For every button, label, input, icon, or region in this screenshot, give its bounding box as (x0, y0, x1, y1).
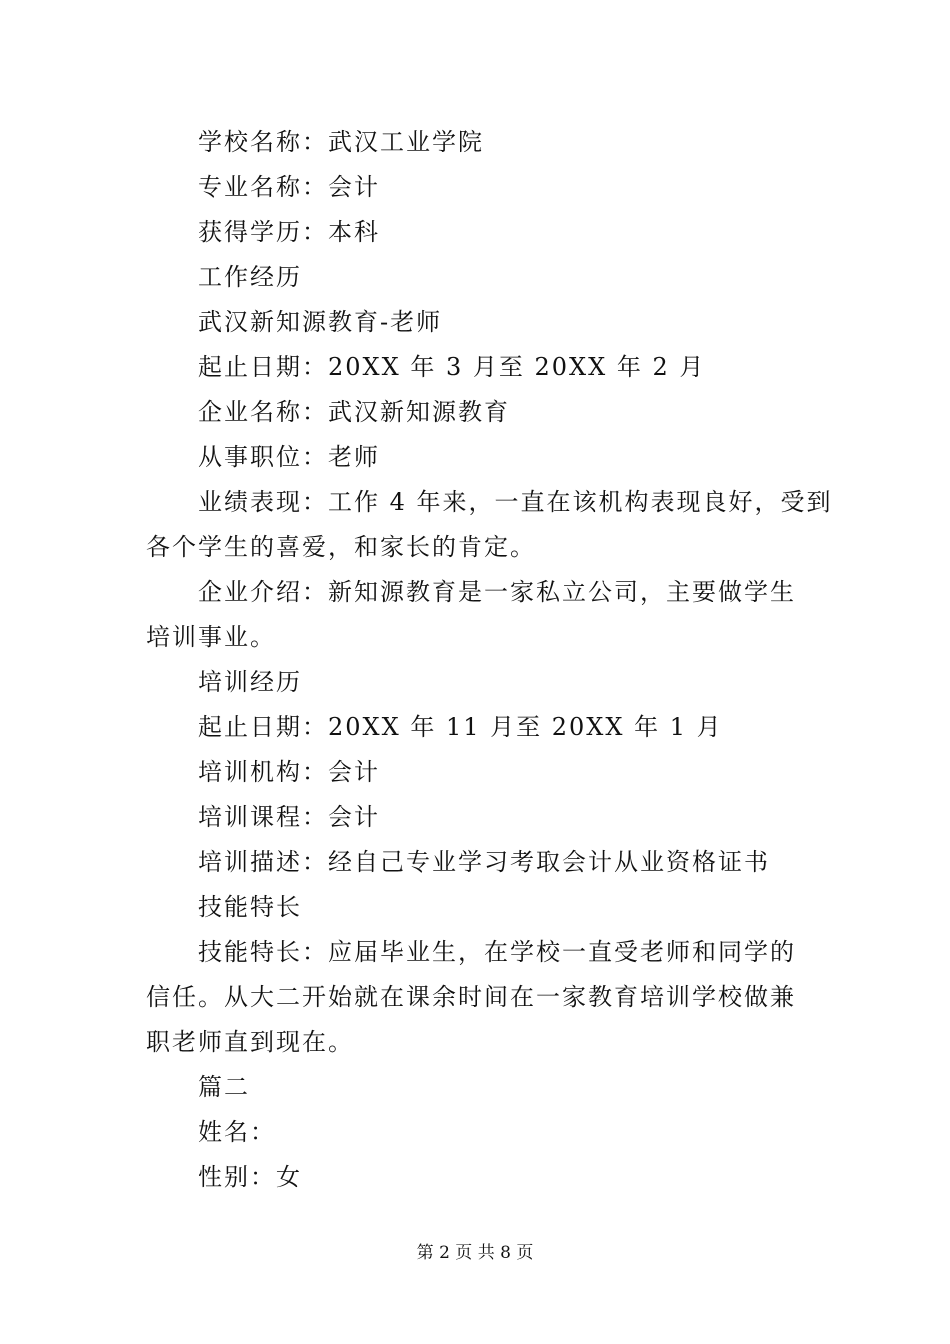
line-company-name: 企业名称：武汉新知源教育 (198, 398, 510, 426)
line-performance-cont: 各个学生的喜爱，和家长的肯定。 (146, 533, 536, 561)
page-footer: 第 2 页 共 8 页 (416, 1243, 534, 1263)
line-degree: 获得学历：本科 (198, 218, 380, 246)
line-major: 专业名称：会计 (198, 173, 380, 201)
line-gender: 性别：女 (198, 1163, 302, 1191)
line-training-org: 培训机构：会计 (198, 758, 380, 786)
line-skills-cont-1: 信任。从大二开始就在课余时间在一家教育培训学校做兼 (146, 983, 796, 1011)
line-job-title: 武汉新知源教育-老师 (198, 308, 443, 336)
line-training-desc: 培训描述：经自己专业学习考取会计从业资格证书 (198, 848, 770, 876)
line-name: 姓名： (198, 1118, 276, 1146)
section-heading-work: 工作经历 (198, 263, 302, 291)
line-training-course: 培训课程：会计 (198, 803, 380, 831)
line-position: 从事职位：老师 (198, 443, 380, 471)
section-heading-training: 培训经历 (198, 668, 302, 696)
line-training-dates: 起止日期：20XX 年 11 月至 20XX 年 1 月 (198, 713, 723, 741)
line-company-intro-cont: 培训事业。 (146, 623, 276, 651)
line-skills-cont-2: 职老师直到现在。 (146, 1028, 354, 1056)
line-work-dates: 起止日期：20XX 年 3 月至 20XX 年 2 月 (198, 353, 706, 381)
line-school-name: 学校名称：武汉工业学院 (198, 128, 484, 156)
section-heading-part-two: 篇二 (198, 1073, 250, 1101)
line-performance: 业绩表现：工作 4 年来，一直在该机构表现良好，受到 (198, 488, 833, 516)
section-heading-skills: 技能特长 (198, 893, 302, 921)
line-skills: 技能特长：应届毕业生，在学校一直受老师和同学的 (198, 938, 796, 966)
line-company-intro: 企业介绍：新知源教育是一家私立公司，主要做学生 (198, 578, 796, 606)
document-body (146, 120, 833, 1200)
